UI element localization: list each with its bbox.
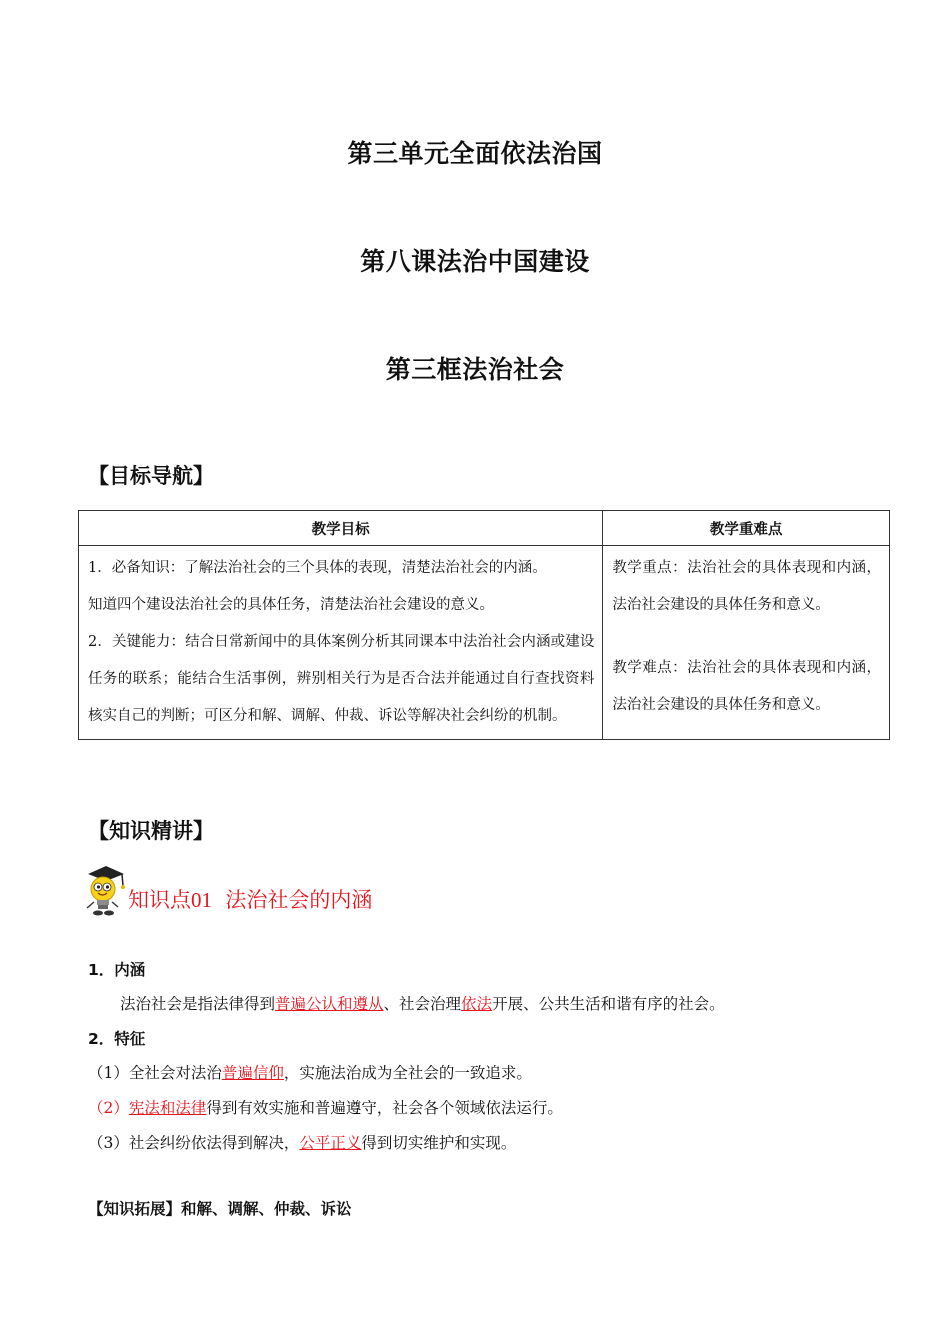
keyword-universal-recognition: 普遍公认和遵从: [275, 995, 384, 1013]
goals-header: 教学目标: [79, 511, 603, 546]
knowledge-point-title: 法治社会的内涵: [225, 888, 373, 912]
knowledge-point-heading: [84, 862, 372, 916]
key-points-cell: [603, 546, 890, 740]
keyword-constitution-law: 宪法和法律: [128, 1099, 207, 1117]
goals-cell: [79, 546, 603, 740]
key-points-header: 教学重难点: [603, 511, 890, 546]
heading-connotation: 1．内涵: [88, 961, 146, 979]
knowledge-point-number: 01: [191, 888, 212, 912]
feature-item-1: [88, 1061, 532, 1083]
knowledge-point-label: 知识点: [128, 888, 191, 912]
connotation-paragraph: [120, 992, 725, 1014]
feature-item-2: [88, 1096, 563, 1118]
feature-item-3: [88, 1131, 516, 1153]
goals-table: [78, 510, 890, 740]
difficulty-item: 教学难点：法治社会的具体表现和内涵，法治社会建设的具体任务和意义。: [612, 660, 881, 713]
knowledge-extension: 【知识拓展】和解、调解、仲裁、诉讼: [88, 1200, 352, 1218]
keyword-fairness-justice: 公平正义: [299, 1134, 362, 1152]
text-segment: 、社会治理: [383, 995, 462, 1013]
key-point-item: 教学重点：法治社会的具体表现和内涵，法治社会建设的具体任务和意义。: [612, 560, 881, 613]
goal-item: 1．必备知识：了解法治社会的三个具体的表现，清楚法治社会的内涵。: [88, 560, 547, 576]
frame-title: 第三框法治社会: [385, 355, 565, 384]
text-segment: 得到切实维护和实现。: [361, 1134, 517, 1152]
keyword-by-law: 依法: [461, 995, 493, 1013]
text-segment: 得到有效实施和普遍遵守，社会各个领域依法运行。: [206, 1099, 563, 1117]
graduate-lightbulb-icon: [84, 862, 126, 916]
text-segment: 开展、公共生活和谐有序的社会。: [492, 995, 725, 1013]
goal-item: 2．关键能力：结合日常新闻中的具体案例分析其同课本中法治社会内涵或建设任务的联系；能结合生活事例，辨别相关行为是否合法并能通过自行查找资料核实自己的判断；可区分和解、调解、仲裁、诉讼等解决社会纠纷的机制。: [88, 634, 595, 724]
text-segment: （1）全社会对法治: [88, 1064, 222, 1082]
heading-features: 2．特征: [88, 1030, 146, 1048]
knowledge-heading: 【知识精讲】: [88, 819, 214, 843]
text-segment: （2）: [88, 1099, 129, 1117]
keyword-universal-belief: 普遍信仰: [221, 1064, 284, 1082]
goals-nav-heading: 【目标导航】: [88, 464, 214, 488]
lesson-title: 第八课法治中国建设: [360, 247, 590, 276]
unit-title: 第三单元全面依法治国: [347, 139, 603, 168]
text-segment: 法治社会是指法律得到: [120, 995, 276, 1013]
text-segment: （3）社会纠纷依法得到解决，: [88, 1134, 300, 1152]
text-segment: ，实施法治成为全社会的一致追求。: [283, 1064, 532, 1082]
goal-item: 知道四个建设法治社会的具体任务，清楚法治社会建设的意义。: [88, 597, 494, 613]
